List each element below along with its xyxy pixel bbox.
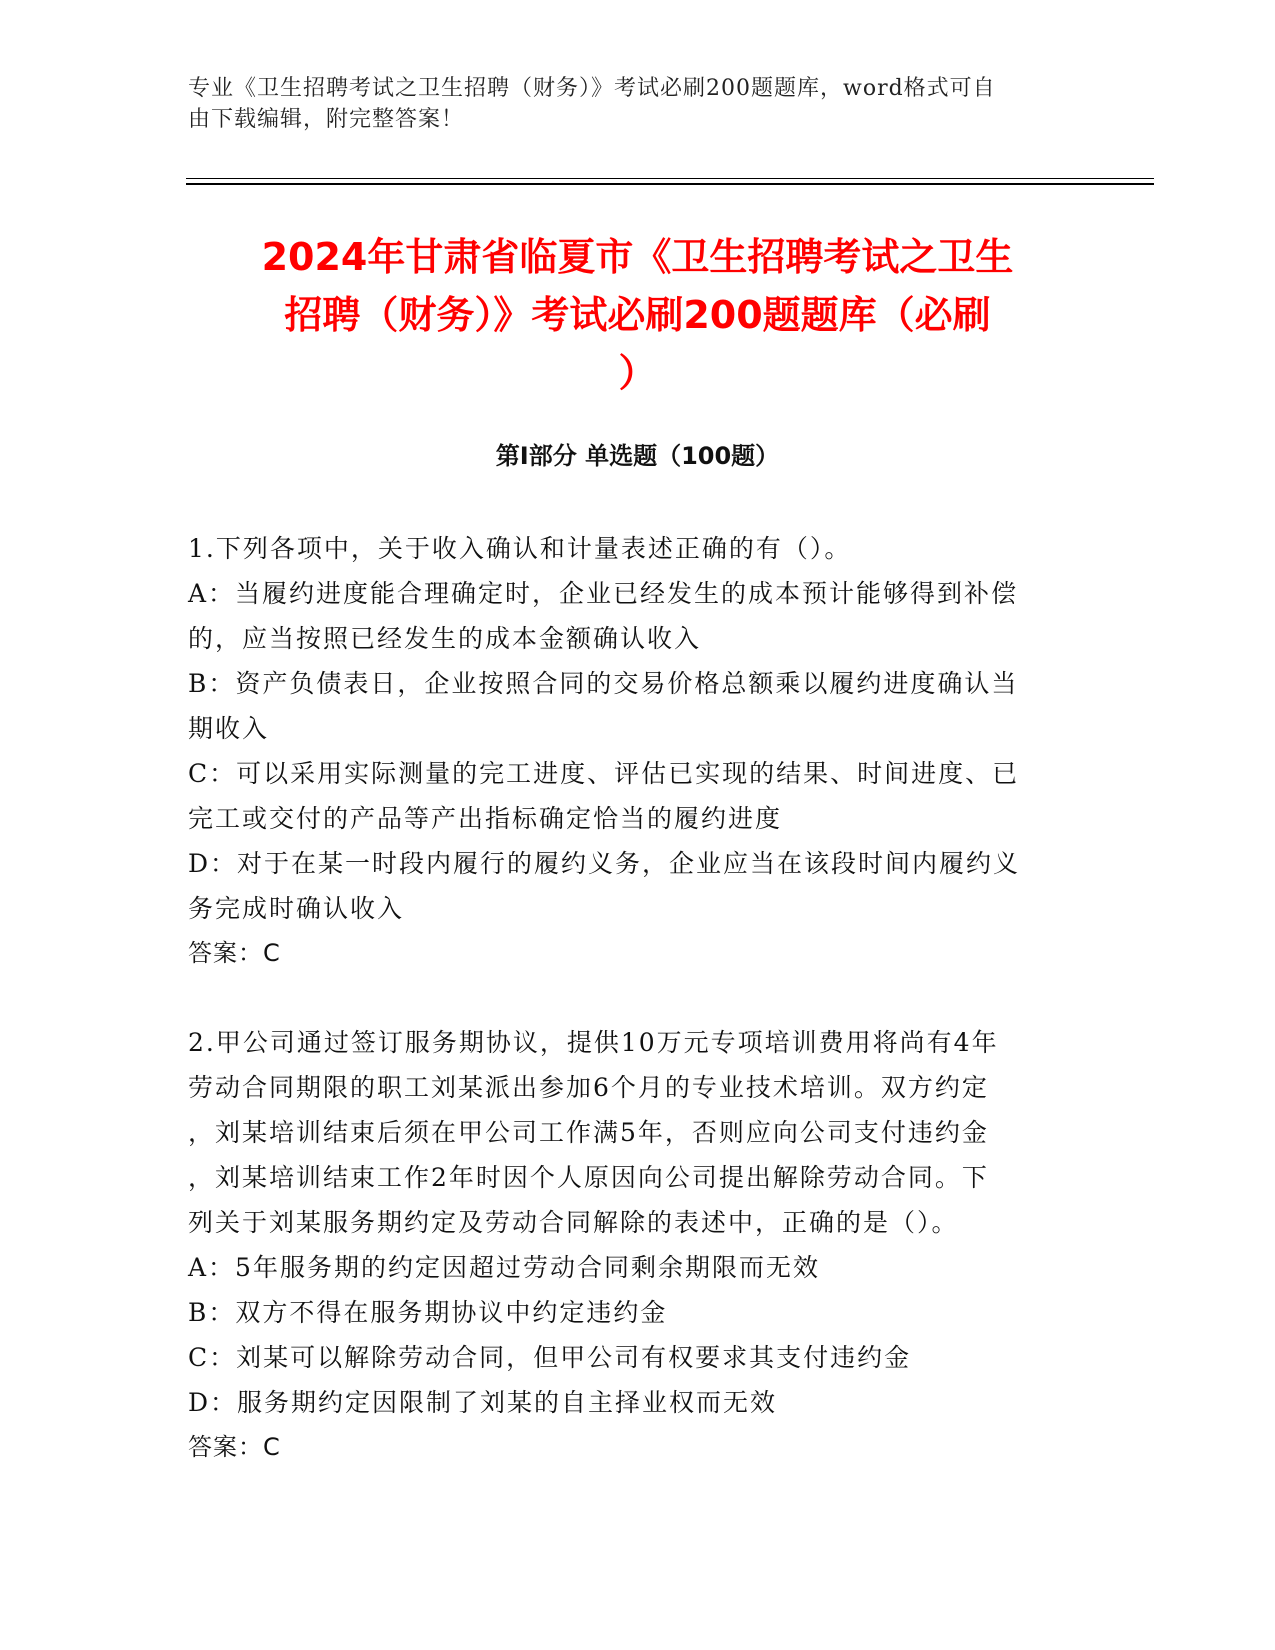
option-d-line: D：对于在某一时段内履行的履约义务，企业应当在该段时间内履约义 xyxy=(188,849,1021,878)
question-stem-line: 2.甲公司通过签订服务期协议，提供10万元专项培训费用将尚有4年 xyxy=(188,1028,999,1057)
header-rule-thin xyxy=(186,178,1154,179)
page-title-line: ） xyxy=(618,351,657,395)
page-title-line: 招聘（财务）》考试必刷200题题库（必刷 xyxy=(284,293,991,337)
option-b-line: B：资产负债表日，企业按照合同的交易价格总额乘以履约进度确认当 xyxy=(188,669,1019,698)
section-title: 第I部分 单选题（100题） xyxy=(495,442,780,470)
option-a-line: A：当履约进度能合理确定时，企业已经发生的成本预计能够得到补偿 xyxy=(188,579,1019,608)
question-stem-line: 劳动合同期限的职工刘某派出参加6个月的专业技术培训。双方约定 xyxy=(188,1073,989,1102)
option-a-line: 的，应当按照已经发生的成本金额确认收入 xyxy=(188,624,702,653)
question-stem-line: 1.下列各项中，关于收入确认和计量表述正确的有（）。 xyxy=(188,534,852,563)
option-b-line: 期收入 xyxy=(188,714,270,743)
answer-line: 答案：C xyxy=(188,939,281,967)
option-a-line: A：5年服务期的约定因超过劳动合同剩余期限而无效 xyxy=(188,1253,820,1282)
question-stem-line: 列关于刘某服务期约定及劳动合同解除的表述中，正确的是（）。 xyxy=(188,1208,959,1237)
option-d-line: 务完成时确认收入 xyxy=(188,894,405,923)
answer-line: 答案：C xyxy=(188,1433,281,1461)
header-rule-thick xyxy=(186,183,1154,185)
question-2 xyxy=(188,1020,1068,1470)
option-d-line: D：服务期约定因限制了刘某的自主择业权而无效 xyxy=(188,1388,778,1417)
option-b-line: B：双方不得在服务期协议中约定违约金 xyxy=(188,1298,668,1327)
question-stem-line: ，刘某培训结束后须在甲公司工作满5年，否则应向公司支付违约金 xyxy=(188,1118,989,1147)
option-c-line: C：可以采用实际测量的完工进度、评估已实现的结果、时间进度、已 xyxy=(188,759,1020,788)
page-title-line: 2024年甘肃省临夏市《卫生招聘考试之卫生 xyxy=(261,235,1014,279)
header-note-line: 专业《卫生招聘考试之卫生招聘（财务）》考试必刷200题题库，word格式可自 xyxy=(188,76,996,101)
page-title xyxy=(190,228,1085,402)
option-c-line: 完工或交付的产品等产出指标确定恰当的履约进度 xyxy=(188,804,783,833)
header-note xyxy=(188,73,1068,135)
header-note-line: 由下载编辑，附完整答案！ xyxy=(188,107,465,132)
question-1 xyxy=(188,526,1068,976)
option-c-line: C：刘某可以解除劳动合同，但甲公司有权要求其支付违约金 xyxy=(188,1343,912,1372)
question-stem-line: ，刘某培训结束工作2年时因个人原因向公司提出解除劳动合同。下 xyxy=(188,1163,989,1192)
